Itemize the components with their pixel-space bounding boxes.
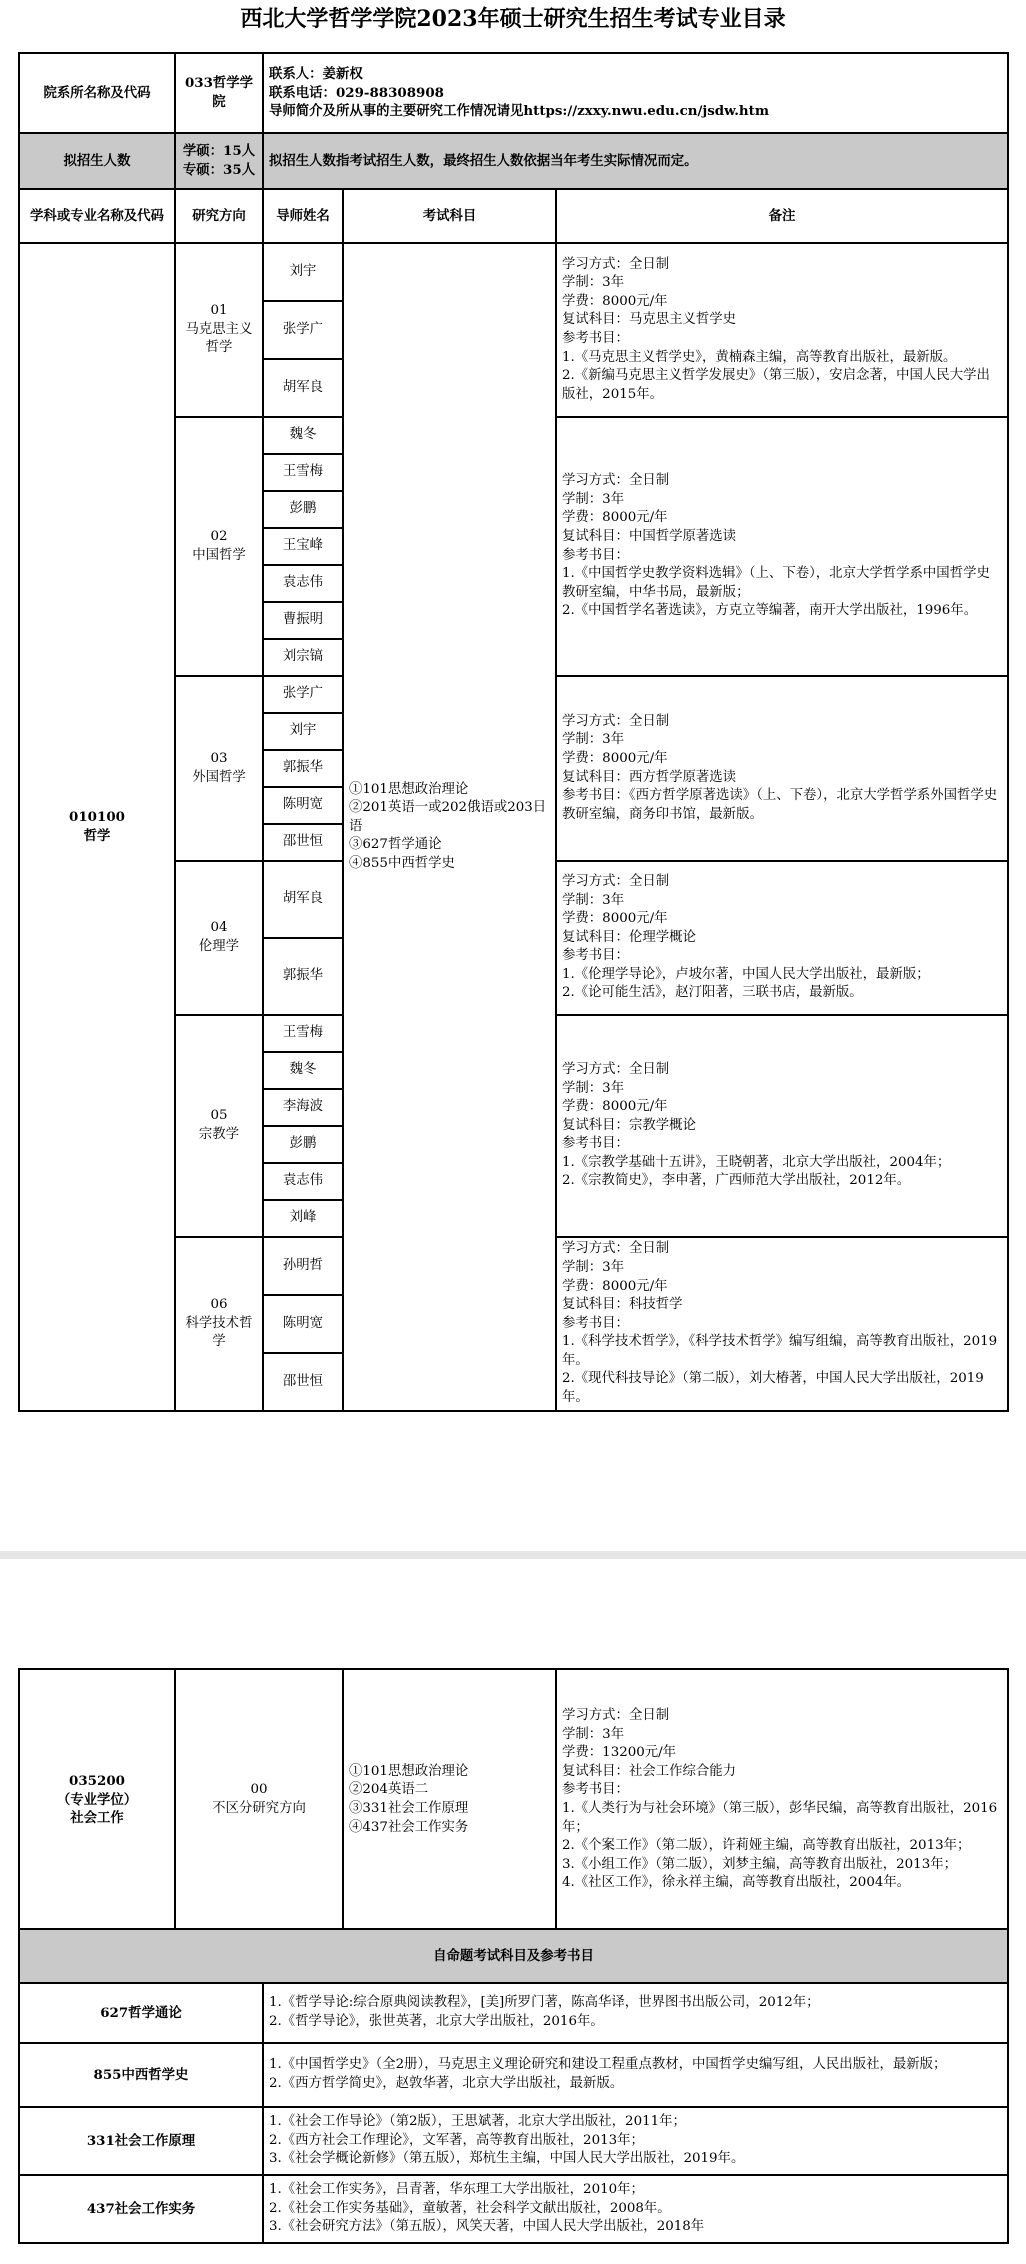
supervisor-name: 王宝峰 bbox=[263, 528, 343, 565]
col-major: 学科或专业名称及代码 bbox=[19, 189, 175, 243]
direction-name: 02 中国哲学 bbox=[175, 417, 263, 676]
page-title: 西北大学哲学学院2023年硕士研究生招生考试专业目录 bbox=[240, 6, 786, 32]
direction-name: 04 伦理学 bbox=[175, 861, 263, 1015]
major-name: 010100 哲学 bbox=[19, 243, 175, 1411]
subject-books: 1.《社会工作实务》，吕青著，华东理工大学出版社，2010年； 2.《社会工作实务基础》，童敏著，社会科学文献出版社，2008年。 3.《社会研究方法》（第五版），风笑天著，中国人民大学出版社，2018年 bbox=[263, 2175, 1008, 2243]
supervisor-name: 刘宇 bbox=[263, 243, 343, 301]
supervisor-name: 刘峰 bbox=[263, 1200, 343, 1237]
supervisor-name: 郭振华 bbox=[263, 750, 343, 787]
dept-value: 033哲学学院 bbox=[175, 53, 263, 133]
supervisor-name: 彭鹏 bbox=[263, 1126, 343, 1163]
direction-notes: 学习方式：全日制 学制：3年 学费：13200元/年 复试科目：社会工作综合能力 参考书目： 1.《人类行为与社会环境》（第三版），彭华民编，高等教育出版社，2016年； 2.《个案工作》（第二版），许莉娅主编，高等教育出版社，2013年； 3.《小组工作》（第二版），刘梦主编，高等教育出版社，2013年； 4.《社区工作》，徐永祥主编，高等教育出版社，2004年。 bbox=[556, 1669, 1008, 1931]
supervisor-name: 李海波 bbox=[263, 1089, 343, 1126]
supervisor-name: 刘宗镐 bbox=[263, 639, 343, 676]
supervisor-name: 魏冬 bbox=[263, 417, 343, 454]
supervisor-name: 孙明哲 bbox=[263, 1237, 343, 1295]
quota-value: 学硕：15人 专硕：35人 bbox=[175, 133, 263, 189]
exam-subjects: ①101思想政治理论 ②201英语一或202俄语或203日语 ③627哲学通论 ④855中西哲学史 bbox=[343, 243, 556, 1411]
supervisor-name: 陈明宽 bbox=[263, 1295, 343, 1353]
supervisor-name: 郭振华 bbox=[263, 938, 343, 1015]
direction-name: 05 宗教学 bbox=[175, 1015, 263, 1237]
supervisor-name: 曹振明 bbox=[263, 602, 343, 639]
col-exam: 考试科目 bbox=[343, 189, 556, 243]
subject-name: 855中西哲学史 bbox=[19, 2043, 263, 2107]
contact-info: 联系人：姜新权 联系电话：029-88308908 导师简介及所从事的主要研究工作情况请见https://zxxy.nwu.edu.cn/jsdw.htm bbox=[263, 53, 1008, 133]
subject-books: 1.《中国哲学史》（全2册），马克思主义理论研究和建设工程重点教材，中国哲学史编写组，人民出版社，最新版； 2.《西方哲学简史》，赵敦华著，北京大学出版社，最新版。 bbox=[263, 2043, 1008, 2107]
supervisor-name: 陈明宽 bbox=[263, 787, 343, 824]
exam-subjects: ①101思想政治理论 ②204英语二 ③331社会工作原理 ④437社会工作实务 bbox=[343, 1669, 556, 1931]
self-exam-header: 自命题考试科目及参考书目 bbox=[19, 1929, 1008, 1983]
supervisor-name: 张学广 bbox=[263, 676, 343, 713]
supervisor-name: 刘宇 bbox=[263, 713, 343, 750]
supervisor-name: 胡军良 bbox=[263, 861, 343, 938]
supervisor-name: 邵世恒 bbox=[263, 824, 343, 861]
self-exam-table bbox=[18, 1928, 1009, 2244]
supervisor-name: 张学广 bbox=[263, 301, 343, 359]
quota-label: 拟招生人数 bbox=[19, 133, 175, 189]
subject-name: 627哲学通论 bbox=[19, 1983, 263, 2043]
direction-name: 03 外国哲学 bbox=[175, 676, 263, 861]
supervisor-name: 王雪梅 bbox=[263, 1015, 343, 1052]
major-name: 035200 （专业学位） 社会工作 bbox=[19, 1669, 175, 1931]
page-divider bbox=[0, 1551, 1026, 1559]
quota-note: 拟招生人数指考试招生人数，最终招生人数依据当年考生实际情况而定。 bbox=[263, 133, 1008, 189]
col-direction: 研究方向 bbox=[175, 189, 263, 243]
catalog-table-social-work bbox=[18, 1668, 1009, 1932]
supervisor-name: 邵世恒 bbox=[263, 1353, 343, 1411]
direction-name: 01 马克思主义哲学 bbox=[175, 243, 263, 417]
direction-notes: 学习方式：全日制 学制：3年 学费：8000元/年 复试科目：科技哲学 参考书目： 1.《科学技术哲学》，《科学技术哲学》编写组编，高等教育出版社，2019年。 2.《现代科技导论》（第二版），刘大椿著，中国人民大学出版社，2019年。 bbox=[556, 1237, 1008, 1411]
col-notes: 备注 bbox=[556, 189, 1008, 243]
direction-notes: 学习方式：全日制 学制：3年 学费：8000元/年 复试科目：伦理学概论 参考书目： 1.《伦理学导论》，卢坡尔著，中国人民大学出版社，最新版； 2.《论可能生活》，赵汀阳著，三联书店，最新版。 bbox=[556, 861, 1008, 1015]
supervisor-name: 魏冬 bbox=[263, 1052, 343, 1089]
subject-name: 437社会工作实务 bbox=[19, 2175, 263, 2243]
supervisor-name: 彭鹏 bbox=[263, 491, 343, 528]
direction-notes: 学习方式：全日制 学制：3年 学费：8000元/年 复试科目：马克思主义哲学史 参考书目： 1.《马克思主义哲学史》，黄楠森主编，高等教育出版社，最新版。 2.《新编马克思主义哲学发展史》（第三版），安启念著，中国人民大学出版社，2015年。 bbox=[556, 243, 1008, 417]
supervisor-name: 王雪梅 bbox=[263, 454, 343, 491]
catalog-table-philosophy bbox=[18, 52, 1009, 1412]
supervisor-name: 袁志伟 bbox=[263, 565, 343, 602]
direction-name: 06 科学技术哲学 bbox=[175, 1237, 263, 1411]
direction-notes: 学习方式：全日制 学制：3年 学费：8000元/年 复试科目：中国哲学原著选读 参考书目： 1.《中国哲学史教学资料选辑》（上、下卷），北京大学哲学系中国哲学史教研室编，中华书局，最新版； 2.《中国哲学名著选读》，方克立等编著，南开大学出版社，1996年。 bbox=[556, 417, 1008, 676]
direction-notes: 学习方式：全日制 学制：3年 学费：8000元/年 复试科目：西方哲学原著选读 参考书目：《西方哲学原著选读》（上、下卷），北京大学哲学系外国哲学史教研室编，商务印书馆，最新版。 bbox=[556, 676, 1008, 861]
direction-name: 00 不区分研究方向 bbox=[175, 1669, 343, 1931]
supervisor-name: 胡军良 bbox=[263, 359, 343, 417]
supervisor-name: 袁志伟 bbox=[263, 1163, 343, 1200]
subject-books: 1.《哲学导论:综合原典阅读教程》，[美]所罗门著，陈高华译，世界图书出版公司，2012年； 2.《哲学导论》，张世英著，北京大学出版社，2016年。 bbox=[263, 1983, 1008, 2043]
subject-name: 331社会工作原理 bbox=[19, 2107, 263, 2175]
dept-label: 院系所名称及代码 bbox=[19, 53, 175, 133]
col-supervisor: 导师姓名 bbox=[263, 189, 343, 243]
direction-notes: 学习方式：全日制 学制：3年 学费：8000元/年 复试科目：宗教学概论 参考书目： 1.《宗教学基础十五讲》，王晓朝著，北京大学出版社，2004年； 2.《宗教简史》，李申著，广西师范大学出版社，2012年。 bbox=[556, 1015, 1008, 1237]
subject-books: 1.《社会工作导论》（第2版），王思斌著，北京大学出版社，2011年； 2.《西方社会工作理论》，文军著，高等教育出版社，2013年； 3.《社会学概论新修》（第五版），郑杭生主编，中国人民大学出版社，2019年。 bbox=[263, 2107, 1008, 2175]
